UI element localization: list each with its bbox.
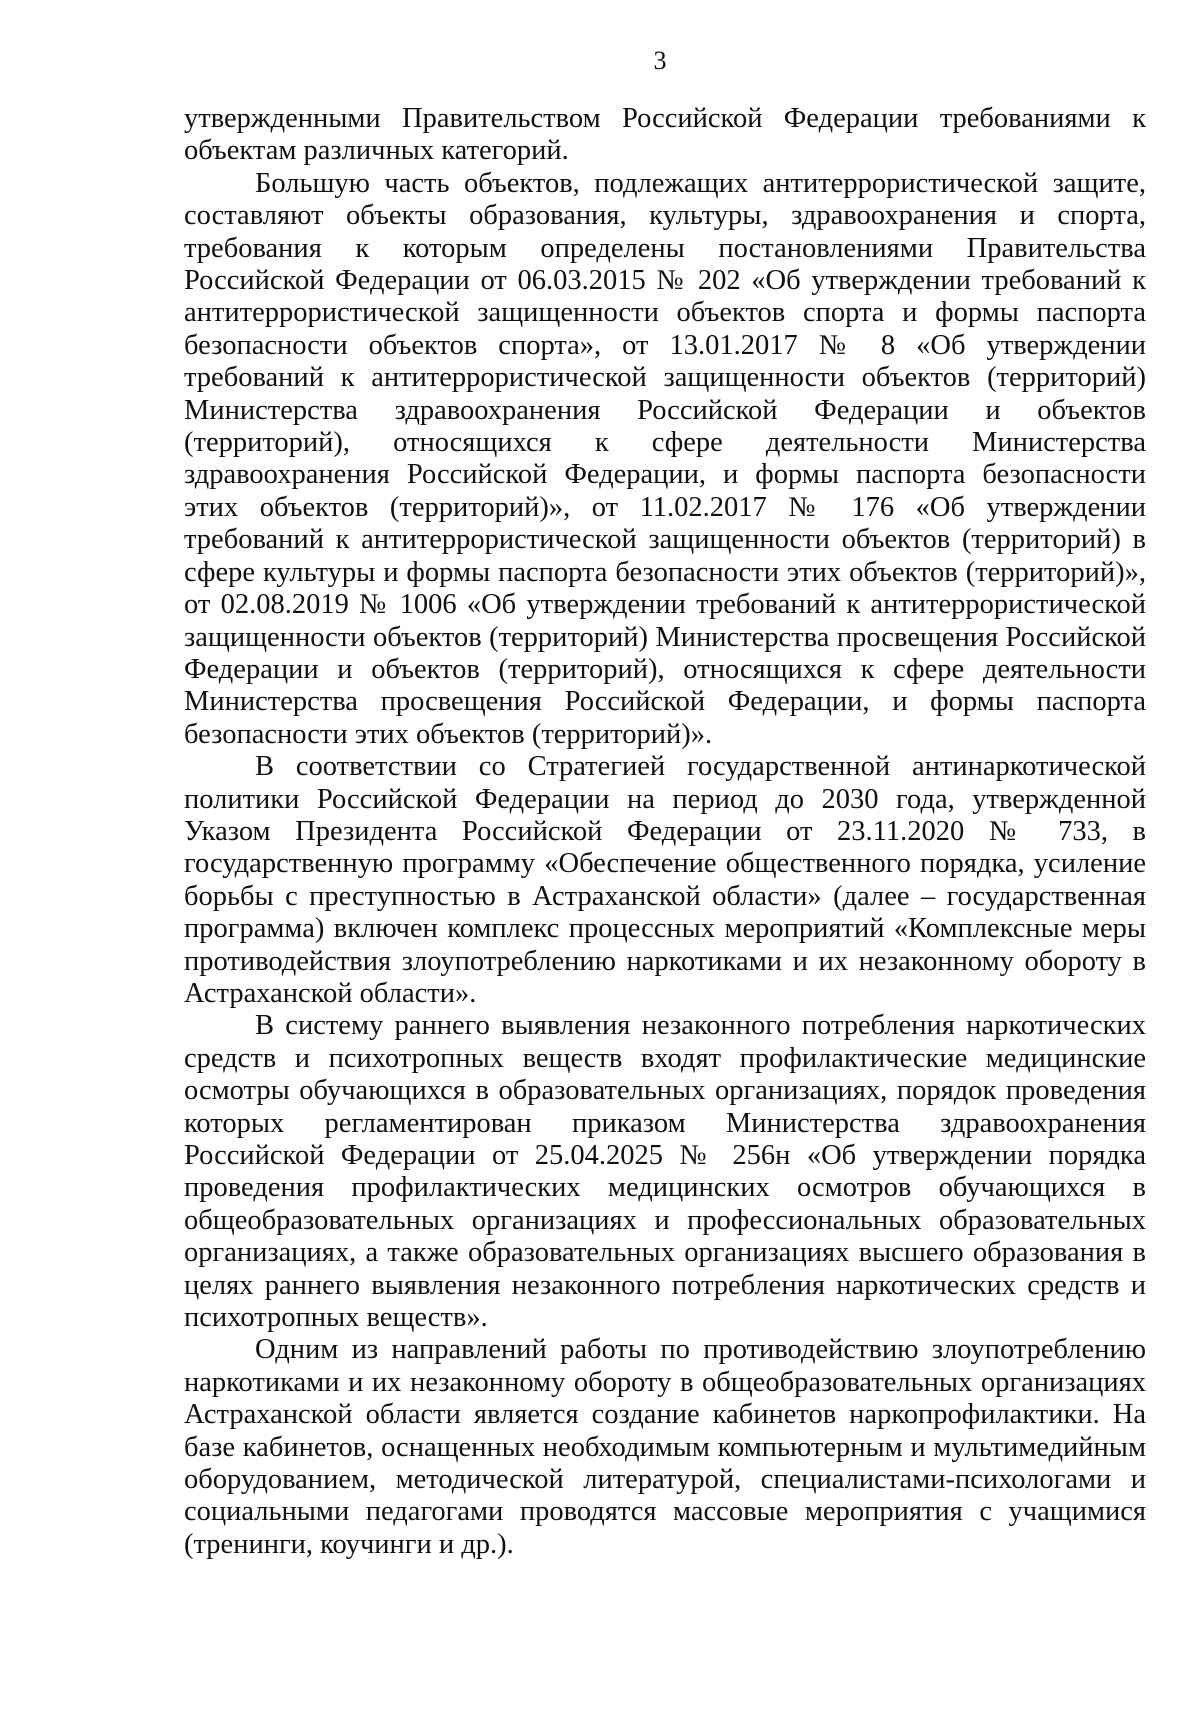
document-body (184, 103, 1146, 1561)
paragraph-prevention-offices: Одним из направлений работы по противодействию злоупотреблению наркотиками и их незаконному обороту в общеобразовательных организациях Астраханской области является создание кабинетов наркопрофилактики. На базе кабинетов, оснащенных необходимым компьютерным и мультимедийным оборудованием, методической литературой, специалистами-психологами и социальными педагогами проводятся массовые мероприятия с учащимися (тренинги, коучинги и др.). (184, 1334, 1146, 1560)
paragraph-antidrug-strategy: В соответствии со Стратегией государственной антинаркотической политики Российской Федерации на период до 2030 года, утвержденной Указом Президента Российской Федерации от 23.11.2020 № 733, в государственную программу «Обеспечение общественного порядка, усиление борьбы с преступностью в Астраханской области» (далее – государственная программа) включен комплекс процессных мероприятий «Комплексные меры противодействия злоупотреблению наркотиками и их незаконному обороту в Астраханской области». (184, 751, 1146, 1009)
paragraph-antiterror-objects: Большую часть объектов, подлежащих антитеррористической защите, составляют объекты образования, культуры, здравоохранения и спорта, требования к которым определены постановлениями Правительства Российской Федерации от 06.03.2015 № 202 «Об утверждении требований к антитеррористической защищенности объектов спорта и формы паспорта безопасности объектов спорта», от 13.01.2017 № 8 «Об утверждении требований к антитеррористической защищенности объектов (территорий) Министерства здравоохранения Российской Федерации и объектов (территорий), относящихся к сфере деятельности Министерства здравоохранения Российской Федерации, и формы паспорта безопасности этих объектов (территорий)», от 11.02.2017 № 176 «Об утверждении требований к антитеррористической защищенности объектов (территорий) в сфере культуры и формы паспорта безопасности этих объектов (территорий)», от 02.08.2019 № 1006 «Об утверждении требований к антитеррористической защищенности объектов (территорий) Министерства просвещения Российской Федерации и объектов (территорий), относящихся к сфере деятельности Министерства просвещения Российской Федерации, и формы паспорта безопасности этих объектов (территорий)». (184, 167, 1146, 750)
paragraph-continuation: утвержденными Правительством Российской Федерации требованиями к объектам различных категорий. (184, 103, 1146, 167)
page-number: 3 (653, 46, 667, 75)
paragraph-early-detection: В систему раннего выявления незаконного потребления наркотических средств и психотропных веществ входят профилактические медицинские осмотры обучающихся в образовательных организациях, порядок проведения которых регламентирован приказом Министерства здравоохранения Российской Федерации от 25.04.2025 № 256н «Об утверждении порядка проведения профилактических медицинских осмотров обучающихся в общеобразовательных организациях и профессиональных образовательных организациях, а также образовательных организациях высшего образования в целях раннего выявления незаконного потребления наркотических средств и психотропных веществ». (184, 1010, 1146, 1334)
